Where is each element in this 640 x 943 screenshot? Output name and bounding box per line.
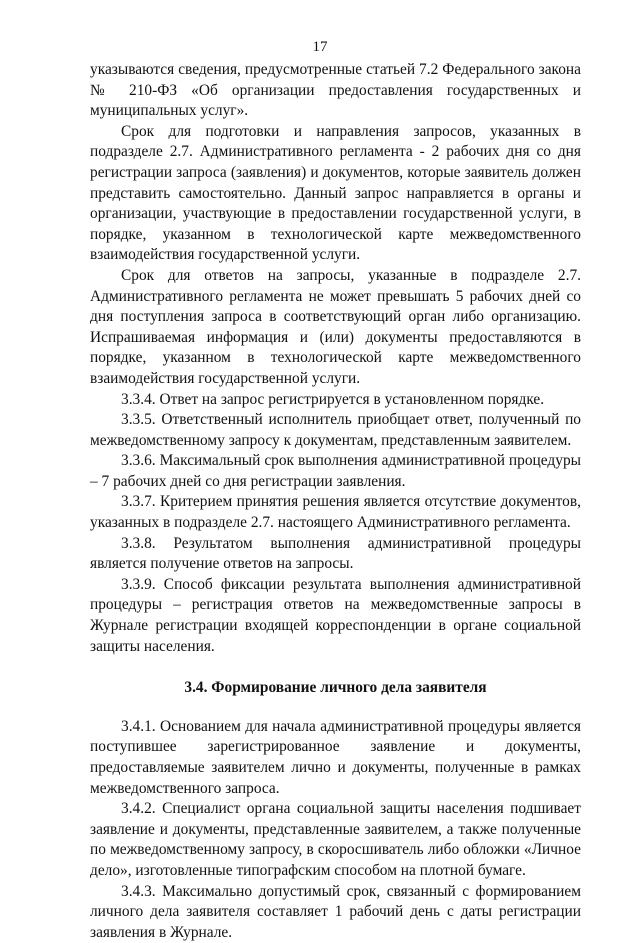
section-heading: 3.4. Формирование личного дела заявителя [184,679,487,697]
paragraph-3-3-5: 3.3.5. Ответственный исполнитель приобщает ответ, полученный по межведомственному запросу к документам, представленным заявителем. [90,411,581,449]
page-number: 17 [312,39,328,55]
paragraph-3-3-7: 3.3.7. Критерием принятия решения является отсутствие документов, указанных в подразделе 2.7. настоящего Административного регламента. [90,493,581,532]
paragraph-3-4-3: 3.4.3. Максимально допустимый срок, связанный с формированием личного дела заявителя составляет 1 рабочий день с даты регистрации заявления в Журнале. [90,882,581,941]
paragraph-continuation: указываются сведения, предусмотренные статьей 7.2 Федерального закона № 210-ФЗ «Об организации предоставления государственных и муниципальных услуг». [90,61,581,120]
paragraph-3-3-6: 3.3.6. Максимальный срок выполнения административной процедуры – 7 рабочих дней со дня регистрации заявления. [90,452,581,490]
paragraph-request-deadline: Срок для подготовки и направления запросов, указанных в подразделе 2.7. Административного регламента - 2 рабочих дня со дня регистрации запроса (заявления) и документов, которые заявитель должен представить самостоятельно. Данный запрос направляется в органы и организации, участвующие в предоставлении государственной услуги, в порядке, указанном в технологической карте межведомственного взаимодействия государственной услуги. [90,122,581,264]
paragraph-3-3-8: 3.3.8. Результатом выполнения административной процедуры является получение ответов на запросы. [90,534,581,573]
paragraph-3-3-4: 3.3.4. Ответ на запрос регистрируется в установленном порядке. [121,390,545,408]
paragraph-3-4-2: 3.4.2. Специалист органа социальной защиты населения подшивает заявление и документы, представленные заявителем, а также полученные по межведомственному запросу, в скоросшиватель либо обложки «Личное дело», изготовленные типографским способом на плотной бумаге. [90,800,581,879]
document-body [90,60,581,943]
paragraph-3-3-9: 3.3.9. Способ фиксации результата выполнения административной процедуры – регистрация ответов на межведомственные запросы в Журнале регистрации входящей корреспонденции в органе социальной защиты населения. [90,575,581,655]
paragraph-3-4-1: 3.4.1. Основанием для начала административной процедуры является поступившее зарегистрированное заявление и документы, предоставляемые заявителем лично и документы, полученные в рамках межведомственного запроса. [90,717,581,797]
paragraph-response-deadline: Срок для ответов на запросы, указанные в подразделе 2.7. Административного регламента не может превышать 5 рабочих дней со дня поступления запроса в соответствующий орган либо организацию. Испрашиваемая информация и (или) документы предоставляются в порядке, указанном в технологической карте межведомственного взаимодействия государственной услуги. [90,266,581,387]
